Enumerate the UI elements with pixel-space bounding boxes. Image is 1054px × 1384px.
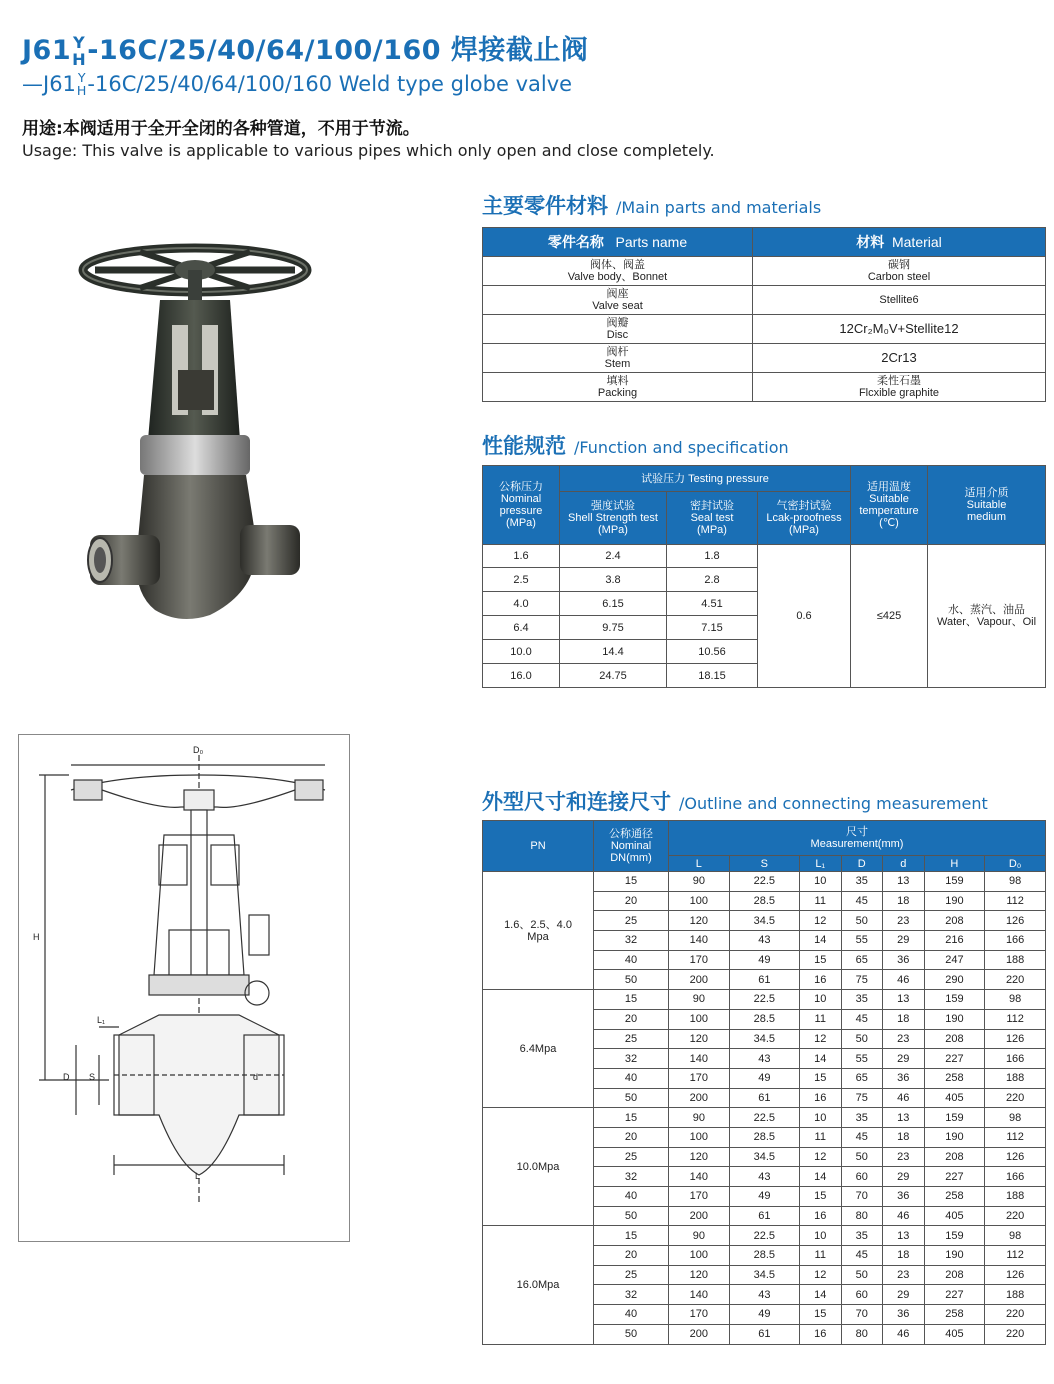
table-cell: 61 [729,1088,799,1108]
table-cell: 10 [799,1226,841,1246]
page-subtitle: —J61 Y H -16C/25/40/64/100/160 Weld type globe valve [22,70,573,98]
table-cell: 70 [841,1187,883,1207]
col-seal: 密封试验 Seal test (MPa) [667,492,758,545]
table-cell: 29 [883,1049,925,1069]
table-cell: 258 [924,1187,985,1207]
outline-table [482,820,1046,1345]
table-cell: 40 [594,950,669,970]
table-cell: 112 [985,1127,1046,1147]
table-cell: 208 [924,1265,985,1285]
table-cell: 16 [799,1324,841,1344]
table-cell: 190 [924,891,985,911]
table-row: 填料 Packing 柔性石墨 Flcxible graphite [483,373,1046,402]
table-cell: 13 [883,1226,925,1246]
table-cell: 190 [924,1127,985,1147]
table-row [483,1108,1046,1128]
table-cell: 247 [924,950,985,970]
usage-en: Usage: This valve is applicable to various pipes which only open and close completely. [22,141,715,160]
table-cell: 20 [594,1009,669,1029]
table-row: 1.6 2.4 1.8 0.6 ≤425 水、蒸汽、油品 Water、Vapour、Oil [483,545,1046,568]
table-cell: 258 [924,1305,985,1325]
table-cell: 14 [799,1049,841,1069]
table-cell: 36 [883,1068,925,1088]
table-cell: 18 [883,1009,925,1029]
table-cell: 12 [799,1265,841,1285]
col-l: L [669,856,730,872]
outline-title: 外型尺寸和连接尺寸 /Outline and connecting measurement [482,790,988,814]
table-cell: 43 [729,1285,799,1305]
table-cell: 50 [594,1206,669,1226]
table-cell: 36 [883,950,925,970]
pn-group-label: 10.0Mpa [483,1108,594,1226]
table-cell: 220 [985,1206,1046,1226]
table-cell: 90 [669,990,730,1010]
table-cell: 220 [985,1324,1046,1344]
label-s: S [89,1072,96,1082]
table-cell: 98 [985,872,1046,892]
table-cell: 23 [883,1029,925,1049]
table-cell: 120 [669,1265,730,1285]
table-cell: 200 [669,1206,730,1226]
table-cell: 35 [841,872,883,892]
table-row: 2.5 3.8 2.8 [483,568,1046,592]
table-cell: 46 [883,970,925,990]
table-cell: 50 [594,1088,669,1108]
table-cell: 32 [594,1167,669,1187]
table-cell: 12 [799,911,841,931]
table-cell: 35 [841,1226,883,1246]
table-cell: 170 [669,1187,730,1207]
table-cell: 120 [669,911,730,931]
table-cell: 14 [799,1285,841,1305]
table-cell: 227 [924,1285,985,1305]
col-air: 气密封试验 Lcak-proofness (MPa) [758,492,851,545]
table-row: 阀座 Valve seat Stellite6 [483,286,1046,315]
table-row: 4.0 6.15 4.51 [483,592,1046,616]
table-cell: 216 [924,931,985,951]
table-cell: 13 [883,1108,925,1128]
table-cell: 15 [594,1226,669,1246]
table-row [483,872,1046,892]
table-cell: 43 [729,1167,799,1187]
col-shell: 强度试验 Shell Strength test (MPa) [560,492,667,545]
table-cell: 90 [669,1108,730,1128]
table-cell: 22.5 [729,1226,799,1246]
table-cell: 49 [729,950,799,970]
table-cell: 32 [594,1285,669,1305]
table-cell: 35 [841,1108,883,1128]
table-row [483,990,1046,1010]
table-cell: 50 [841,1029,883,1049]
table-cell: 188 [985,950,1046,970]
table-cell: 70 [841,1305,883,1325]
usage-zh: 用途:本阀适用于全开全闭的各种管道，不用于节流。 [22,119,420,139]
table-cell: 227 [924,1167,985,1187]
table-cell: 170 [669,950,730,970]
table-cell: 55 [841,1049,883,1069]
table-cell: 220 [985,1088,1046,1108]
table-cell: 40 [594,1068,669,1088]
table-cell: 49 [729,1305,799,1325]
table-cell: 75 [841,1088,883,1108]
col-d0: D₀ [985,856,1046,872]
table-cell: 25 [594,1147,669,1167]
table-cell: 49 [729,1068,799,1088]
table-cell: 220 [985,1305,1046,1325]
table-cell: 18 [883,891,925,911]
table-cell: 34.5 [729,1029,799,1049]
section-drawing [18,734,350,1242]
table-cell: 50 [841,911,883,931]
table-cell: 159 [924,990,985,1010]
table-cell: 166 [985,1167,1046,1187]
table-cell: 20 [594,891,669,911]
table-cell: 188 [985,1187,1046,1207]
table-cell: 65 [841,950,883,970]
table-cell: 22.5 [729,872,799,892]
table-cell: 208 [924,1147,985,1167]
table-cell: 16 [799,1206,841,1226]
table-cell: 45 [841,1127,883,1147]
table-cell: 10 [799,1108,841,1128]
table-row: 阀体、阀盖 Valve body、Bonnet 碳钢 Carbon steel [483,257,1046,286]
table-cell: 11 [799,1009,841,1029]
col-s: S [729,856,799,872]
table-cell: 29 [883,1167,925,1187]
col-h: H [924,856,985,872]
table-cell: 46 [883,1088,925,1108]
table-cell: 140 [669,1167,730,1187]
materials-title: 主要零件材料 /Main parts and materials [482,194,822,218]
valve-photo [60,240,350,660]
table-cell: 25 [594,1029,669,1049]
table-cell: 29 [883,931,925,951]
label-d-upper: D [63,1072,70,1082]
table-cell: 100 [669,1009,730,1029]
table-cell: 46 [883,1324,925,1344]
table-cell: 50 [841,1265,883,1285]
table-cell: 208 [924,1029,985,1049]
label-d0: D₀ [193,745,204,755]
pn-group-label: 1.6、2.5、4.0 Mpa [483,872,594,990]
table-cell: 80 [841,1206,883,1226]
pn-group-label: 16.0Mpa [483,1226,594,1344]
table-cell: 20 [594,1127,669,1147]
table-cell: 35 [841,990,883,1010]
materials-table [482,227,1046,402]
table-cell: 16 [799,970,841,990]
table-cell: 40 [594,1187,669,1207]
table-cell: 20 [594,1246,669,1266]
table-cell: 90 [669,1226,730,1246]
table-cell: 23 [883,911,925,931]
model-fraction-sub: Y H [76,70,87,98]
label-l: L [195,1171,201,1181]
table-cell: 140 [669,1285,730,1305]
table-cell: 290 [924,970,985,990]
table-cell: 60 [841,1167,883,1187]
table-cell: 159 [924,872,985,892]
function-table [482,465,1046,688]
table-cell: 16 [799,1088,841,1108]
table-cell: 40 [594,1305,669,1325]
col-d-big: D [841,856,883,872]
table-row: 10.0 14.4 10.56 [483,640,1046,664]
table-cell: 45 [841,891,883,911]
table-cell: 25 [594,911,669,931]
table-cell: 90 [669,872,730,892]
col-pn: PN [483,821,594,872]
table-cell: 28.5 [729,891,799,911]
table-cell: 126 [985,1029,1046,1049]
table-cell: 220 [985,970,1046,990]
table-cell: 61 [729,1206,799,1226]
table-cell: 46 [883,1206,925,1226]
table-cell: 43 [729,1049,799,1069]
table-cell: 98 [985,990,1046,1010]
table-cell: 50 [841,1147,883,1167]
table-cell: 22.5 [729,1108,799,1128]
table-row: 阀杆 Stem 2Cr13 [483,344,1046,373]
table-cell: 49 [729,1187,799,1207]
table-cell: 188 [985,1285,1046,1305]
col-nominal-pressure: 公称压力 Nominal pressure (MPa) [483,466,560,545]
model-fraction: Y H [72,33,87,69]
table-cell: 188 [985,1068,1046,1088]
table-cell: 61 [729,970,799,990]
table-cell: 60 [841,1285,883,1305]
table-cell: 13 [883,990,925,1010]
table-cell: 15 [594,990,669,1010]
table-cell: 190 [924,1246,985,1266]
label-d-lower: d [253,1072,259,1082]
table-cell: 28.5 [729,1127,799,1147]
table-cell: 13 [883,872,925,892]
table-cell: 11 [799,1127,841,1147]
table-cell: 15 [594,1108,669,1128]
table-cell: 14 [799,1167,841,1187]
col-testing-pressure: 试验压力 Testing pressure [560,466,851,492]
table-cell: 32 [594,1049,669,1069]
table-cell: 100 [669,891,730,911]
table-cell: 98 [985,1226,1046,1246]
table-cell: 126 [985,911,1046,931]
table-row: 阀瓣 Disc 12Cr₂M₀V+Stellite12 [483,315,1046,344]
page-title: J61 Y H -16C/25/40/64/100/160 焊接截止阀 [22,33,589,69]
table-cell: 112 [985,891,1046,911]
col-measurement: 尺寸 Measurement(mm) [669,821,1046,856]
table-cell: 170 [669,1305,730,1325]
table-cell: 112 [985,1009,1046,1029]
table-cell: 166 [985,931,1046,951]
table-cell: 405 [924,1324,985,1344]
table-cell: 208 [924,911,985,931]
table-cell: 227 [924,1049,985,1069]
table-cell: 120 [669,1147,730,1167]
table-cell: 405 [924,1206,985,1226]
label-h: H [33,932,40,942]
table-cell: 36 [883,1187,925,1207]
table-cell: 12 [799,1029,841,1049]
table-cell: 18 [883,1246,925,1266]
table-cell: 50 [594,1324,669,1344]
table-cell: 98 [985,1108,1046,1128]
valve-section-drawing [19,735,349,1241]
table-cell: 200 [669,1088,730,1108]
table-cell: 25 [594,1265,669,1285]
table-cell: 159 [924,1108,985,1128]
table-cell: 170 [669,1068,730,1088]
table-cell: 140 [669,1049,730,1069]
col-medium: 适用介质 Suitable medium [928,466,1046,545]
table-cell: 75 [841,970,883,990]
col-dn: 公称通径 Nominal DN(mm) [594,821,669,872]
pn-group-label: 6.4Mpa [483,990,594,1108]
table-cell: 29 [883,1285,925,1305]
table-cell: 43 [729,931,799,951]
table-cell: 65 [841,1068,883,1088]
function-title: 性能规范 /Function and specification [482,434,789,458]
table-cell: 10 [799,990,841,1010]
table-row: 6.4 9.75 7.15 [483,616,1046,640]
table-row: 16.0 24.75 18.15 [483,664,1046,688]
col-d-small: d [883,856,925,872]
label-l1: L₁ [97,1015,106,1025]
table-cell: 23 [883,1265,925,1285]
table-cell: 12 [799,1147,841,1167]
table-cell: 405 [924,1088,985,1108]
table-cell: 50 [594,970,669,990]
table-cell: 34.5 [729,1265,799,1285]
table-cell: 45 [841,1246,883,1266]
table-cell: 80 [841,1324,883,1344]
table-cell: 140 [669,931,730,951]
table-cell: 126 [985,1147,1046,1167]
table-cell: 34.5 [729,911,799,931]
table-cell: 28.5 [729,1246,799,1266]
table-cell: 61 [729,1324,799,1344]
table-cell: 166 [985,1049,1046,1069]
table-cell: 11 [799,1246,841,1266]
table-cell: 100 [669,1246,730,1266]
table-cell: 100 [669,1127,730,1147]
table-cell: 159 [924,1226,985,1246]
table-cell: 126 [985,1265,1046,1285]
table-cell: 15 [799,1305,841,1325]
table-cell: 14 [799,931,841,951]
table-cell: 22.5 [729,990,799,1010]
col-l1: L₁ [799,856,841,872]
col-material: 材料 Material [753,228,1046,257]
table-cell: 15 [799,1068,841,1088]
table-cell: 45 [841,1009,883,1029]
table-cell: 120 [669,1029,730,1049]
table-cell: 36 [883,1305,925,1325]
table-cell: 11 [799,891,841,911]
table-cell: 28.5 [729,1009,799,1029]
table-cell: 32 [594,931,669,951]
table-cell: 200 [669,1324,730,1344]
table-cell: 10 [799,872,841,892]
table-cell: 258 [924,1068,985,1088]
table-cell: 18 [883,1127,925,1147]
table-cell: 15 [799,1187,841,1207]
table-cell: 190 [924,1009,985,1029]
table-cell: 55 [841,931,883,951]
table-cell: 23 [883,1147,925,1167]
table-cell: 15 [594,872,669,892]
table-row [483,1226,1046,1246]
table-cell: 34.5 [729,1147,799,1167]
table-cell: 15 [799,950,841,970]
table-cell: 200 [669,970,730,990]
table-cell: 112 [985,1246,1046,1266]
col-parts-name: 零件名称 Parts name [483,228,753,257]
col-temperature: 适用温度 Suitable temperature (℃) [851,466,928,545]
